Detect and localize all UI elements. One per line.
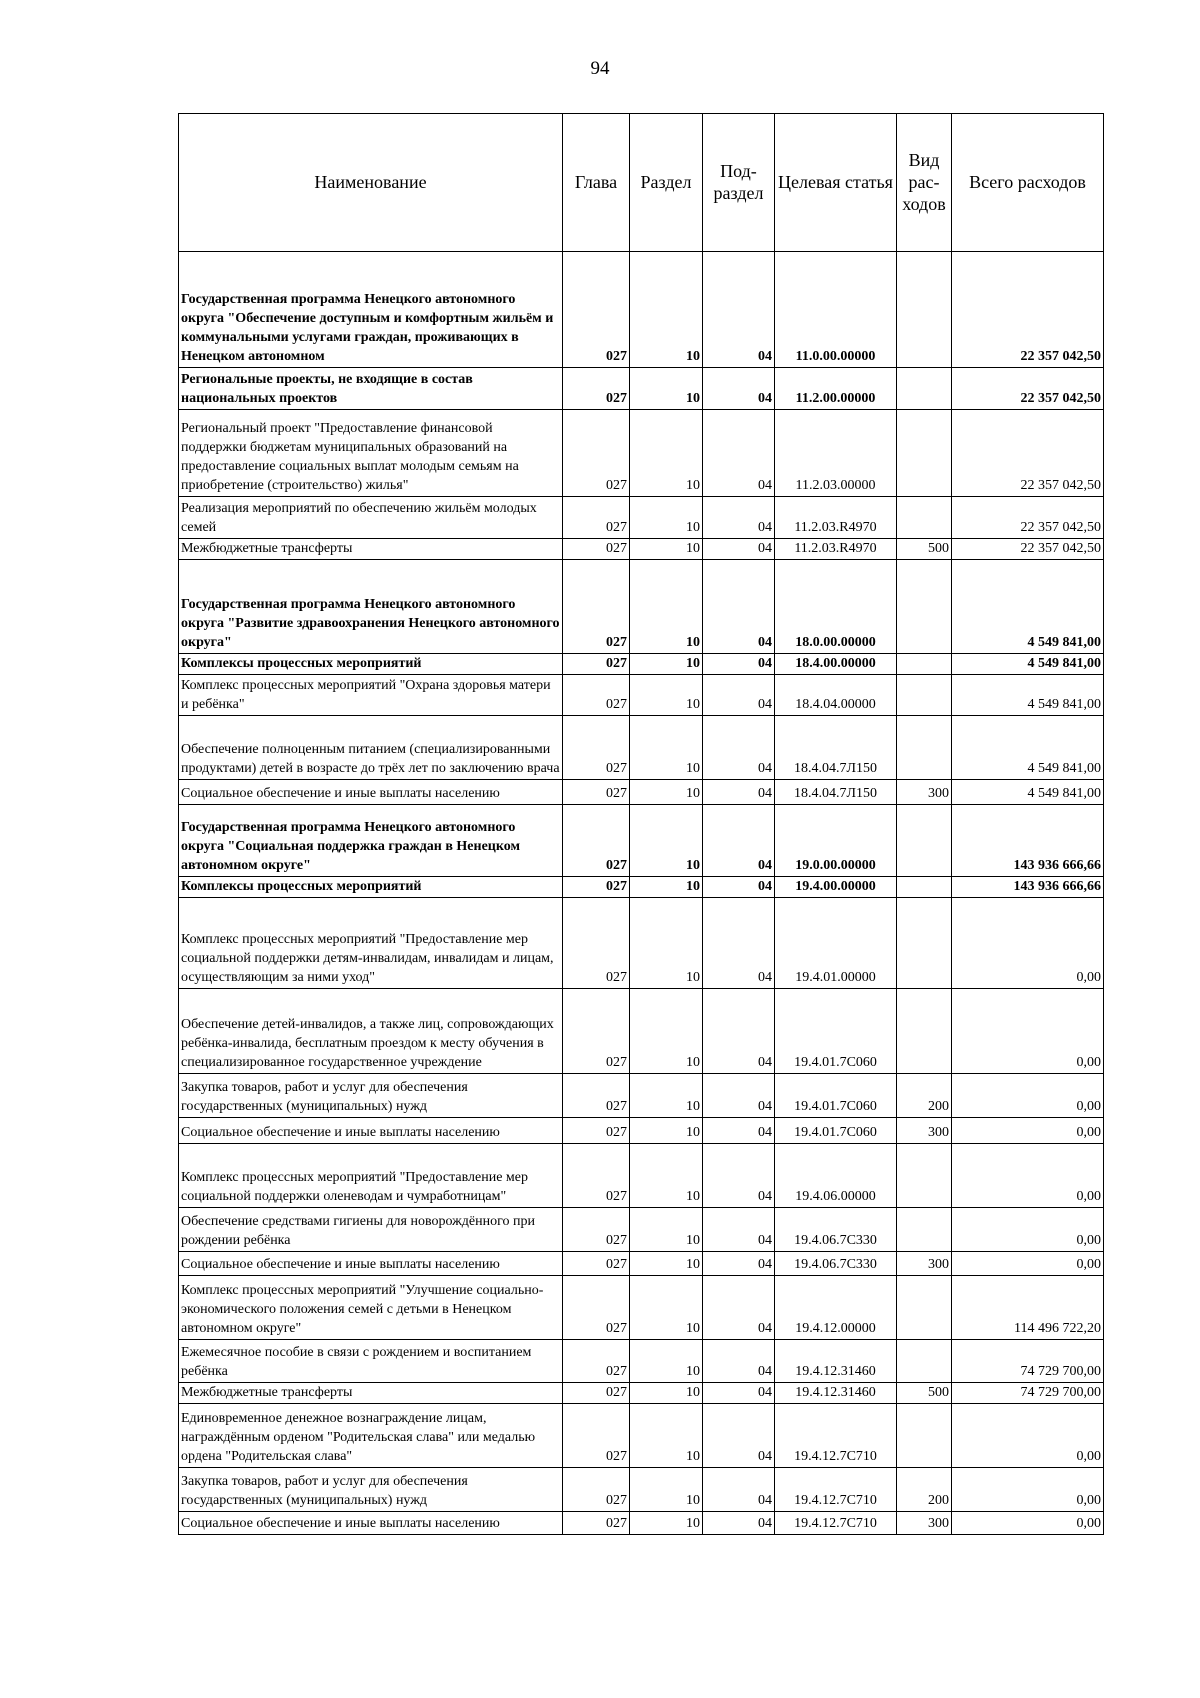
row-podrazdel: 04 — [703, 1276, 775, 1340]
row-celevaya: 19.0.00.00000 — [775, 805, 897, 877]
row-podrazdel: 04 — [703, 1252, 775, 1276]
row-glava: 027 — [563, 410, 630, 497]
row-glava: 027 — [563, 497, 630, 539]
row-celevaya: 19.4.12.7С710 — [775, 1468, 897, 1512]
row-podrazdel: 04 — [703, 1383, 775, 1404]
row-celevaya: 19.4.01.00000 — [775, 898, 897, 989]
row-razdel: 10 — [630, 805, 703, 877]
row-name: Межбюджетные трансферты — [179, 1383, 563, 1404]
row-vid — [897, 989, 952, 1074]
row-podrazdel: 04 — [703, 368, 775, 410]
row-podrazdel: 04 — [703, 1208, 775, 1252]
row-glava: 027 — [563, 654, 630, 675]
row-vid — [897, 716, 952, 780]
row-vid — [897, 252, 952, 368]
table-row — [179, 1208, 1104, 1252]
row-glava: 027 — [563, 539, 630, 560]
row-vid: 200 — [897, 1468, 952, 1512]
row-name: Социальное обеспечение и иные выплаты населению — [179, 1118, 563, 1144]
row-podrazdel: 04 — [703, 1340, 775, 1383]
row-glava: 027 — [563, 1468, 630, 1512]
table-row — [179, 1340, 1104, 1383]
table-row — [179, 1383, 1104, 1404]
row-total: 0,00 — [952, 898, 1104, 989]
row-podrazdel: 04 — [703, 1404, 775, 1468]
row-glava: 027 — [563, 675, 630, 716]
row-celevaya: 11.2.03.R4970 — [775, 497, 897, 539]
row-glava: 027 — [563, 989, 630, 1074]
row-name: Социальное обеспечение и иные выплаты населению — [179, 1512, 563, 1535]
row-razdel: 10 — [630, 1468, 703, 1512]
row-celevaya: 18.4.04.7Л150 — [775, 780, 897, 805]
row-podrazdel: 04 — [703, 560, 775, 654]
row-vid — [897, 805, 952, 877]
row-vid — [897, 898, 952, 989]
row-glava: 027 — [563, 368, 630, 410]
row-vid — [897, 560, 952, 654]
row-total: 0,00 — [952, 1468, 1104, 1512]
row-total: 4 549 841,00 — [952, 780, 1104, 805]
row-razdel: 10 — [630, 1074, 703, 1118]
row-total: 4 549 841,00 — [952, 675, 1104, 716]
row-glava: 027 — [563, 780, 630, 805]
budget-table — [178, 113, 1104, 1535]
row-celevaya: 19.4.12.31460 — [775, 1383, 897, 1404]
table-row — [179, 780, 1104, 805]
row-glava: 027 — [563, 1383, 630, 1404]
row-total: 22 357 042,50 — [952, 252, 1104, 368]
row-total: 4 549 841,00 — [952, 654, 1104, 675]
row-name: Комплекс процессных мероприятий "Охрана здоровья матери и ребёнка" — [179, 675, 563, 716]
row-name: Обеспечение средствами гигиены для новорождённого при рождении ребёнка — [179, 1208, 563, 1252]
row-razdel: 10 — [630, 1404, 703, 1468]
table-row — [179, 1118, 1104, 1144]
row-glava: 027 — [563, 1512, 630, 1535]
row-name: Социальное обеспечение и иные выплаты населению — [179, 1252, 563, 1276]
row-podrazdel: 04 — [703, 1512, 775, 1535]
header-celevaya: Целевая статья — [775, 114, 897, 252]
row-razdel: 10 — [630, 780, 703, 805]
row-celevaya: 19.4.12.00000 — [775, 1276, 897, 1340]
header-podrazdel: Под-раздел — [703, 114, 775, 252]
table-row — [179, 1276, 1104, 1340]
row-glava: 027 — [563, 560, 630, 654]
row-vid: 300 — [897, 1118, 952, 1144]
row-glava: 027 — [563, 1252, 630, 1276]
row-celevaya: 11.2.03.00000 — [775, 410, 897, 497]
row-razdel: 10 — [630, 1118, 703, 1144]
row-podrazdel: 04 — [703, 675, 775, 716]
row-name: Обеспечение полноценным питанием (специализированными продуктами) детей в возрасте до трёх лет по заключению врача — [179, 716, 563, 780]
table-row — [179, 1144, 1104, 1208]
table-row — [179, 368, 1104, 410]
row-celevaya: 19.4.06.00000 — [775, 1144, 897, 1208]
row-name: Закупка товаров, работ и услуг для обеспечения государственных (муниципальных) нужд — [179, 1074, 563, 1118]
table-row — [179, 1512, 1104, 1535]
row-celevaya: 19.4.01.7С060 — [775, 989, 897, 1074]
row-celevaya: 19.4.00.00000 — [775, 877, 897, 898]
row-name: Обеспечение детей-инвалидов, а также лиц, сопровождающих ребёнка-инвалида, бесплатным проездом к месту обучения в специализированное государственное учреждение — [179, 989, 563, 1074]
row-podrazdel: 04 — [703, 497, 775, 539]
table-row — [179, 1468, 1104, 1512]
row-name: Государственная программа Ненецкого автономного округа "Обеспечение доступным и комфортным жильём и коммунальными услугами граждан, проживающих в Ненецком автономном — [179, 252, 563, 368]
table-row — [179, 877, 1104, 898]
row-podrazdel: 04 — [703, 410, 775, 497]
row-total: 0,00 — [952, 1252, 1104, 1276]
row-razdel: 10 — [630, 368, 703, 410]
row-vid — [897, 675, 952, 716]
row-razdel: 10 — [630, 560, 703, 654]
row-razdel: 10 — [630, 1276, 703, 1340]
row-name: Региональные проекты, не входящие в состав национальных проектов — [179, 368, 563, 410]
row-celevaya: 19.4.06.7С330 — [775, 1208, 897, 1252]
row-celevaya: 11.2.00.00000 — [775, 368, 897, 410]
row-name: Закупка товаров, работ и услуг для обеспечения государственных (муниципальных) нужд — [179, 1468, 563, 1512]
row-name: Комплексы процессных мероприятий — [179, 877, 563, 898]
row-total: 4 549 841,00 — [952, 716, 1104, 780]
row-name: Государственная программа Ненецкого автономного округа "Развитие здравоохранения Ненецкого автономного округа" — [179, 560, 563, 654]
row-podrazdel: 04 — [703, 780, 775, 805]
table-row — [179, 1074, 1104, 1118]
row-razdel: 10 — [630, 1512, 703, 1535]
row-celevaya: 19.4.12.31460 — [775, 1340, 897, 1383]
table-row — [179, 805, 1104, 877]
row-glava: 027 — [563, 1144, 630, 1208]
row-glava: 027 — [563, 252, 630, 368]
row-podrazdel: 04 — [703, 1144, 775, 1208]
row-vid — [897, 877, 952, 898]
row-razdel: 10 — [630, 716, 703, 780]
row-podrazdel: 04 — [703, 1468, 775, 1512]
row-vid: 300 — [897, 780, 952, 805]
row-podrazdel: 04 — [703, 716, 775, 780]
header-name: Наименование — [179, 114, 563, 252]
row-razdel: 10 — [630, 252, 703, 368]
row-vid — [897, 1144, 952, 1208]
row-total: 22 357 042,50 — [952, 539, 1104, 560]
header-total: Всего расходов — [952, 114, 1104, 252]
row-name: Региональный проект "Предоставление финансовой поддержки бюджетам муниципальных образований на предоставление социальных выплат молодым семьям на приобретение (строительство) жилья" — [179, 410, 563, 497]
table-row — [179, 1252, 1104, 1276]
row-vid — [897, 1340, 952, 1383]
row-glava: 027 — [563, 1340, 630, 1383]
row-celevaya: 18.4.00.00000 — [775, 654, 897, 675]
row-celevaya: 18.4.04.7Л150 — [775, 716, 897, 780]
row-podrazdel: 04 — [703, 898, 775, 989]
row-total: 143 936 666,66 — [952, 877, 1104, 898]
row-name: Комплекс процессных мероприятий "Предоставление мер социальной поддержки оленеводам и чумработницам" — [179, 1144, 563, 1208]
table-row — [179, 898, 1104, 989]
row-total: 4 549 841,00 — [952, 560, 1104, 654]
row-celevaya: 18.4.04.00000 — [775, 675, 897, 716]
row-celevaya: 19.4.12.7С710 — [775, 1404, 897, 1468]
row-vid: 300 — [897, 1512, 952, 1535]
row-podrazdel: 04 — [703, 654, 775, 675]
page-number: 94 — [590, 58, 610, 79]
row-glava: 027 — [563, 877, 630, 898]
row-razdel: 10 — [630, 1208, 703, 1252]
row-vid — [897, 497, 952, 539]
row-podrazdel: 04 — [703, 539, 775, 560]
table-row — [179, 1404, 1104, 1468]
row-total: 22 357 042,50 — [952, 410, 1104, 497]
row-podrazdel: 04 — [703, 989, 775, 1074]
row-glava: 027 — [563, 716, 630, 780]
row-total: 74 729 700,00 — [952, 1383, 1104, 1404]
row-name: Реализация мероприятий по обеспечению жильём молодых семей — [179, 497, 563, 539]
row-name: Единовременное денежное вознаграждение лицам, награждённым орденом "Родительская слава" или медалью ордена "Родительская слава" — [179, 1404, 563, 1468]
row-razdel: 10 — [630, 877, 703, 898]
row-podrazdel: 04 — [703, 805, 775, 877]
row-razdel: 10 — [630, 410, 703, 497]
row-celevaya: 19.4.12.7С710 — [775, 1512, 897, 1535]
row-glava: 027 — [563, 805, 630, 877]
row-vid — [897, 410, 952, 497]
table-row — [179, 716, 1104, 780]
row-razdel: 10 — [630, 1144, 703, 1208]
row-total: 0,00 — [952, 1144, 1104, 1208]
row-razdel: 10 — [630, 1252, 703, 1276]
row-razdel: 10 — [630, 675, 703, 716]
row-name: Комплекс процессных мероприятий "Предоставление мер социальной поддержки детям-инвалидам, инвалидам и лицам, осуществляющим за ними уход" — [179, 898, 563, 989]
row-celevaya: 19.4.01.7С060 — [775, 1118, 897, 1144]
row-vid: 500 — [897, 539, 952, 560]
row-total: 0,00 — [952, 1118, 1104, 1144]
row-total: 0,00 — [952, 1404, 1104, 1468]
row-glava: 027 — [563, 1276, 630, 1340]
row-vid — [897, 368, 952, 410]
table-row — [179, 989, 1104, 1074]
row-razdel: 10 — [630, 497, 703, 539]
row-glava: 027 — [563, 1208, 630, 1252]
row-glava: 027 — [563, 1118, 630, 1144]
header-razdel: Раздел — [630, 114, 703, 252]
row-name: Комплекс процессных мероприятий "Улучшение социально-экономического положения семей с детьми в Ненецком автономном округе" — [179, 1276, 563, 1340]
row-razdel: 10 — [630, 1340, 703, 1383]
row-total: 114 496 722,20 — [952, 1276, 1104, 1340]
row-vid — [897, 1404, 952, 1468]
row-podrazdel: 04 — [703, 252, 775, 368]
row-celevaya: 11.0.00.00000 — [775, 252, 897, 368]
row-name: Государственная программа Ненецкого автономного округа "Социальная поддержка граждан в Ненецком автономном округе" — [179, 805, 563, 877]
row-glava: 027 — [563, 1074, 630, 1118]
row-total: 143 936 666,66 — [952, 805, 1104, 877]
row-name: Ежемесячное пособие в связи с рождением и воспитанием ребёнка — [179, 1340, 563, 1383]
row-total: 0,00 — [952, 1208, 1104, 1252]
row-celevaya: 18.0.00.00000 — [775, 560, 897, 654]
row-total: 0,00 — [952, 1512, 1104, 1535]
table-row — [179, 560, 1104, 654]
row-razdel: 10 — [630, 1383, 703, 1404]
row-glava: 027 — [563, 898, 630, 989]
table-row — [179, 252, 1104, 368]
header-glava: Глава — [563, 114, 630, 252]
row-podrazdel: 04 — [703, 1074, 775, 1118]
row-vid: 500 — [897, 1383, 952, 1404]
row-glava: 027 — [563, 1404, 630, 1468]
row-name: Комплексы процессных мероприятий — [179, 654, 563, 675]
row-total: 22 357 042,50 — [952, 497, 1104, 539]
row-celevaya: 19.4.01.7С060 — [775, 1074, 897, 1118]
table-row — [179, 654, 1104, 675]
table-header-row — [179, 114, 1104, 252]
row-razdel: 10 — [630, 539, 703, 560]
row-vid — [897, 654, 952, 675]
row-vid — [897, 1276, 952, 1340]
row-vid — [897, 1208, 952, 1252]
row-podrazdel: 04 — [703, 877, 775, 898]
row-podrazdel: 04 — [703, 1118, 775, 1144]
row-vid: 200 — [897, 1074, 952, 1118]
row-name: Социальное обеспечение и иные выплаты населению — [179, 780, 563, 805]
row-name: Межбюджетные трансферты — [179, 539, 563, 560]
table-row — [179, 675, 1104, 716]
row-celevaya: 11.2.03.R4970 — [775, 539, 897, 560]
row-razdel: 10 — [630, 898, 703, 989]
table-row — [179, 497, 1104, 539]
table-row — [179, 539, 1104, 560]
table-row — [179, 410, 1104, 497]
row-total: 74 729 700,00 — [952, 1340, 1104, 1383]
row-total: 0,00 — [952, 1074, 1104, 1118]
row-razdel: 10 — [630, 654, 703, 675]
row-total: 0,00 — [952, 989, 1104, 1074]
header-vid: Вид рас-ходов — [897, 114, 952, 252]
row-celevaya: 19.4.06.7С330 — [775, 1252, 897, 1276]
row-razdel: 10 — [630, 989, 703, 1074]
row-total: 22 357 042,50 — [952, 368, 1104, 410]
row-vid: 300 — [897, 1252, 952, 1276]
